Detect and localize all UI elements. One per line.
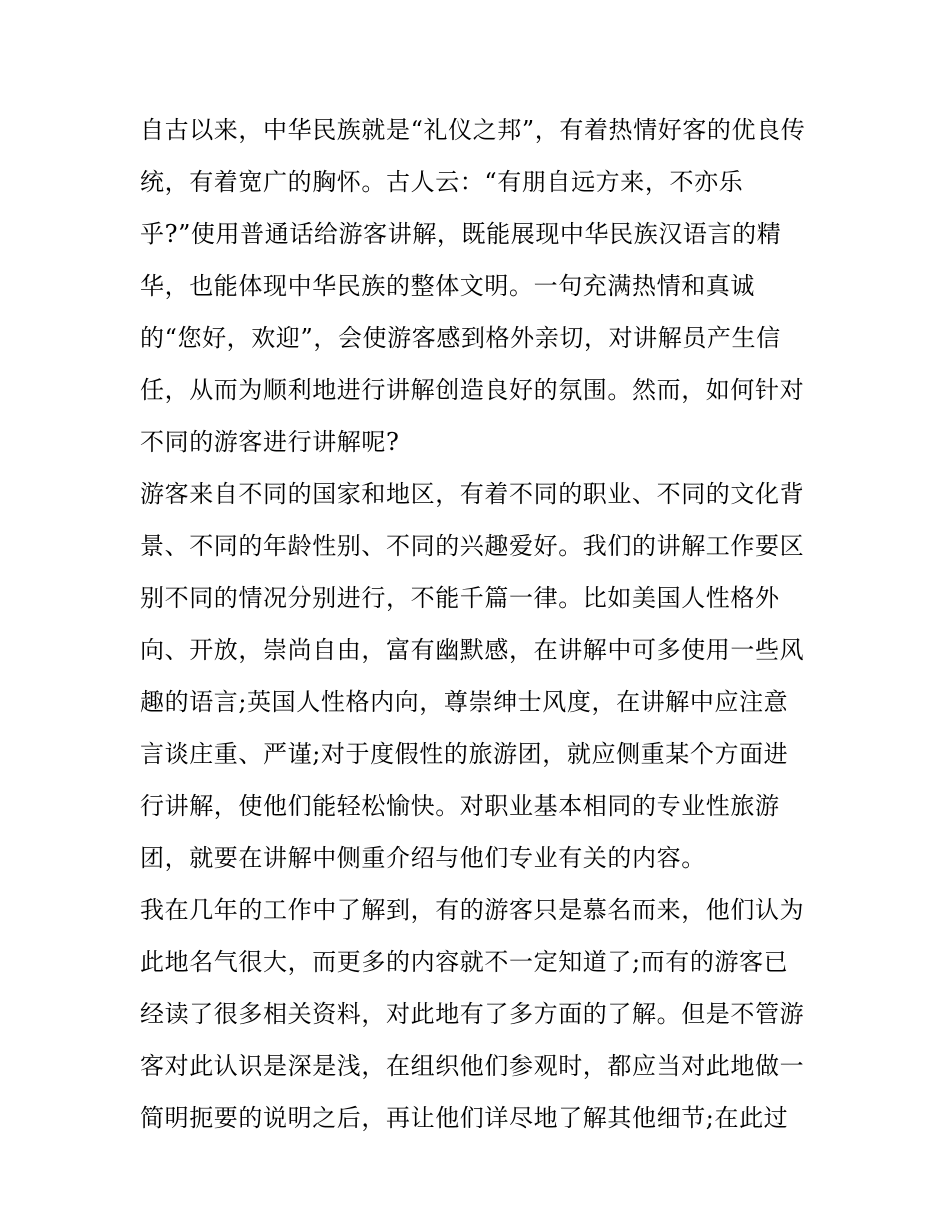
- text-line: 统，有着宽广的胸怀。古人云：“有朋自远方来，不亦乐: [140, 168, 744, 196]
- text-line: 行讲解，使他们能轻松愉快。对职业基本相同的专业性旅游: [140, 792, 780, 820]
- text-line: 不同的游客进行讲解呢?: [140, 428, 400, 456]
- text-line: 简明扼要的说明之后，再让他们详尽地了解其他细节;在此过: [140, 1104, 789, 1132]
- text-line: 向、开放，崇尚自由，富有幽默感，在讲解中可多使用一些风: [140, 636, 805, 664]
- text-line: 趣的语言;英国人性格内向，尊崇绅士风度，在讲解中应注意: [140, 688, 789, 716]
- text-line: 游客来自不同的国家和地区，有着不同的职业、不同的文化背: [140, 480, 805, 508]
- text-line: 的“您好，欢迎”，会使游客感到格外亲切，对讲解员产生信: [140, 324, 781, 352]
- text-line: 自古以来，中华民族就是“礼仪之邦”，有着热情好客的优良传: [140, 116, 806, 144]
- text-line: 我在几年的工作中了解到，有的游客只是慕名而来，他们认为: [140, 896, 805, 924]
- text-line: 景、不同的年龄性别、不同的兴趣爱好。我们的讲解工作要区: [140, 532, 805, 560]
- body-text: [140, 108, 820, 1148]
- text-line: 任，从而为顺利地进行讲解创造良好的氛围。然而，如何针对: [140, 376, 805, 404]
- text-line: 别不同的情况分别进行，不能千篇一律。比如美国人性格外: [140, 584, 780, 612]
- text-line: 华，也能体现中华民族的整体文明。一句充满热情和真诚: [140, 272, 755, 300]
- text-line: 此地名气很大，而更多的内容就不一定知道了;而有的游客已: [140, 948, 789, 976]
- text-line: 经读了很多相关资料，对此地有了多方面的了解。但是不管游: [140, 1000, 805, 1028]
- text-line: 言谈庄重、严谨;对于度假性的旅游团，就应侧重某个方面进: [140, 740, 789, 768]
- text-line: 乎?”使用普通话给游客讲解，既能展现中华民族汉语言的精: [140, 220, 782, 248]
- text-line: 客对此认识是深是浅，在组织他们参观时，都应当对此地做一: [140, 1052, 805, 1080]
- text-line: 团，就要在讲解中侧重介绍与他们专业有关的内容。: [140, 844, 706, 872]
